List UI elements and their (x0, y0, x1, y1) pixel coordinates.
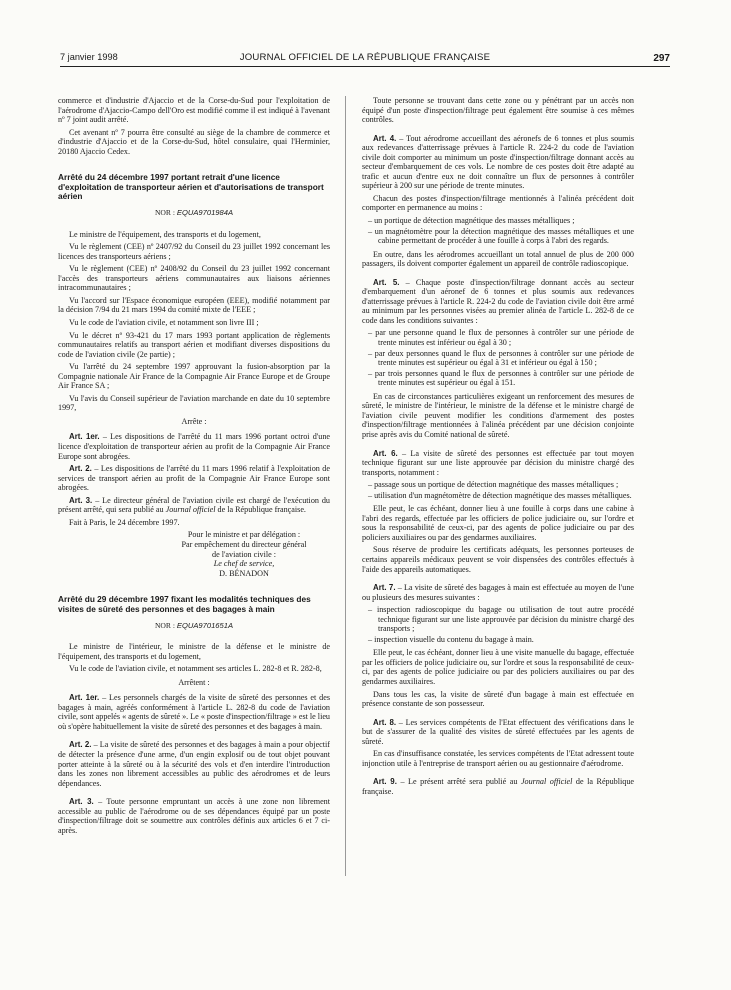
journal-title: JOURNAL OFFICIEL DE LA RÉPUBLIQUE FRANÇAISE (239, 52, 491, 63)
paragraph: Chacun des postes d'inspection/filtrage mentionnés à l'alinéa précédent doit comporter en permanence au moins : (362, 193, 634, 213)
nor-label: NOR : (154, 620, 175, 630)
article: Art. 5. – Chaque poste d'inspection/filtrage donnant accès au secteur d'embarquement d'un aéronef de 6 tonnes et plus soumis aux redevances d'atterrissage prévues à l'article R. 224-2 du code de l'aviation civile doit être armé au minimum par les personnes visées au premier alinéa de l'article L. 282-8 de ce code dans les conditions suivantes : (362, 277, 634, 325)
article: Art. 4. – Tout aérodrome accueillant des aéronefs de 6 tonnes et plus soumis aux redevances d'atterrissage prévues à l'article R. 224-2 du code de l'aviation civile doit comporter au minimum un poste d'inspection/filtrage donnant accès au secteur d'embarquement de ces vols. Le nombre de ces postes doit être adapté au trafic et aucun d'entre eux ne doit connaître un flux de personnes à contrôler supérieur à 200 sur une période de trente minutes. (362, 133, 634, 191)
article: Art. 3. – Le directeur général de l'aviation civile est chargé de l'exécution du présent arrêté, qui sera publié au Journal officiel de la République française. (58, 495, 330, 515)
arrete-heading: Arrête : (181, 416, 207, 426)
article: Art. 8. – Les services compétents de l'Etat effectuent des vérifications dans le but de s'assurer de la qualité des visites de sûreté effectuées par les agents de sûreté. (362, 717, 634, 746)
visa: Le ministre de l'intérieur, le ministre de la défense et le ministre de l'équipement, des transports et du logement, (58, 642, 330, 661)
article-label: Art. 8. (373, 717, 397, 727)
visa: Vu le règlement (CEE) nº 2408/92 du Conseil du 23 juillet 1992 concernant l'accès des transporteurs aériens communautaires aux liaisons aériennes intracommunautaires ; (58, 264, 330, 293)
requirement-list (362, 216, 634, 246)
decree-1-nor (58, 208, 330, 218)
list-item: – par deux personnes quand le flux de personnes à contrôler sur une période de trente minutes est supérieur ou égal à 31 et inférieur ou égal à 150 ; (368, 348, 634, 368)
arretent-heading: Arrêtent : (178, 677, 210, 687)
article: Art. 1er. – Les dispositions de l'arrêté du 11 mars 1996 portant octroi d'une licence d'exploitation de transporteur aérien au profit de la Compagnie Air France Europe sont abrogées. (58, 432, 331, 461)
visa: Vu l'arrêté du 24 septembre 1997 approuvant la fusion-absorption par la Compagnie nationale Air France de la Compagnie Air France Europe et de Groupe Air France SA ; (58, 362, 330, 391)
decree-2-nor (58, 621, 330, 631)
intro-paragraph: commerce et d'industrie d'Ajaccio et de la Corse-du-Sud pour l'exploitation de l'aérodrome d'Ajaccio-Campo dell'Oro est modifié comme il est indiqué à l'avenant nº 7 joint audit arrêté. (58, 96, 330, 125)
decree-2-title: Arrêté du 29 décembre 1997 fixant les modalités techniques des visites de sûreté des personnes et des bagages à main (58, 594, 311, 614)
paragraph: Sous réserve de produire les certificats adéquats, les personnes porteuses de certains appareils médicaux peuvent se voir dispensées des contrôles effectués à l'aide des appareils automatiques. (362, 545, 634, 574)
paragraph: En cas d'insuffisance constatée, les services compétents de l'Etat adressent toute injonction utile à l'entreprise de transport aérien ou au gestionnaire d'aérodrome. (362, 749, 634, 768)
visa: Vu le décret nº 93-421 du 17 mars 1993 portant application de règlements communautaires relatifs au transport aérien et modifiant diverses dispositions du code de l'aviation civile (2e partie) ; (58, 330, 330, 359)
method-list (362, 480, 634, 500)
article: Art. 6. – La visite de sûreté des personnes est effectuée par tout moyen technique figurant sur une liste approuvée par décision du ministre chargé des transports, notamment : (362, 448, 634, 477)
decree-1-title: Arrêté du 24 décembre 1997 portant retrait d'une licence d'exploitation de transporteur aérien et d'autorisations de transport aérien (58, 172, 324, 202)
visa: Vu l'accord sur l'Espace économique européen (EEE), modifié notamment par la décision 7/94 du 21 mars 1994 du comité mixte de l'EEE ; (58, 295, 330, 315)
signatory-name: D. BÉNADON (219, 568, 269, 578)
visa: Vu le règlement (CEE) nº 2407/92 du Conseil du 23 juillet 1992 concernant les licences des transporteurs aériens ; (58, 242, 330, 261)
header-date: 7 janvier 1998 (60, 52, 118, 62)
paragraph: Dans tous les cas, la visite de sûreté d'un bagage à main est effectuée en présence constante de son possesseur. (362, 689, 634, 709)
page-number: 297 (653, 53, 670, 64)
list-item: – inspection visuelle du contenu du bagage à main. (368, 634, 534, 644)
list-item: – par une personne quand le flux de personnes à contrôler sur une période de trente minutes est inférieur ou égal à 30 ; (368, 328, 634, 348)
left-column (58, 96, 330, 838)
paragraph: En outre, dans les aérodromes accueillant un total annuel de plus de 200 000 passagers, ils doivent comporter également un appareil de contrôle radioscopique. (362, 249, 634, 269)
article-label: Art. 6. (373, 448, 398, 458)
column-divider (345, 96, 346, 876)
article-label: Art. 5. (373, 277, 400, 287)
measure-list (362, 605, 634, 644)
paragraph: Elle peut, le cas échéant, donner lieu à une visite manuelle du bagage, effectuée par les officiers de police judiciaire ou, sur l'ordre et sous la responsabilité de ceux-ci, par des agents de police judiciaire ou par des policiers auxiliaires ou par des gendarmes auxiliaires. (362, 648, 634, 686)
visa: Vu le code de l'aviation civile, et notamment ses articles L. 282-8 et R. 282-8, (69, 664, 322, 674)
paragraph: Toute personne se trouvant dans cette zone ou y pénétrant par un accès non équipé d'un poste d'inspection/filtrage peut également être soumise à ces mêmes contrôles. (362, 96, 634, 125)
article: Art. 2. – La visite de sûreté des personnes et des bagages à main a pour objectif de détecter la présence d'une arme, d'un engin explosif ou de tout objet pouvant porter atteinte à la sûreté ou à la sécurité des vols et d'en interdire l'introduction dans les zones non librement accessibles au public des aérodromes et de leurs dépendances. (58, 740, 330, 788)
staffing-list (362, 328, 634, 387)
list-item: – un portique de détection magnétique des masses métalliques ; (368, 216, 575, 226)
article: Art. 2. – Les dispositions de l'arrêté du 11 mars 1996 relatif à l'exploitation de services de transport aérien au profit de la Compagnie Air France Europe sont abrogées. (58, 464, 330, 493)
article-label: Art. 1er. (69, 693, 100, 703)
page-header (60, 50, 670, 67)
article-label: Art. 7. (373, 583, 396, 593)
visa: Le ministre de l'équipement, des transports et du logement, (69, 229, 261, 239)
article-label: Art. 2. (69, 464, 92, 474)
article-label: Art. 4. (373, 133, 397, 143)
list-item: – un magnétomètre pour la détection magnétique des masses métalliques et une cabine permettant de procéder à une fouille à corps à l'abri des regards. (368, 226, 634, 246)
nor-label: NOR : (154, 208, 175, 218)
nor-code: EQUA9701984A (176, 208, 234, 218)
intro-paragraph-2: Cet avenant nº 7 pourra être consulté au siège de la chambre de commerce et d'industrie d'Ajaccio et de la Corse-du-Sud, hôtel consulaire, quai l'Herminier, 20180 Ajaccio Cedex. (58, 127, 330, 156)
article-label: Art. 3. (69, 495, 93, 505)
list-item: – utilisation d'un magnétomètre de détection magnétique des masses métalliques. (368, 490, 632, 500)
place-date: Fait à Paris, le 24 décembre 1997. (69, 517, 180, 527)
article-label: Art. 1er. (69, 432, 100, 442)
right-column (362, 96, 634, 799)
article: Art. 9. – Le présent arrêté sera publié au Journal officiel de la République française. (362, 777, 634, 796)
article: Art. 7. – La visite de sûreté des bagages à main est effectuée au moyen de l'une ou plusieurs des mesures suivantes : (362, 583, 634, 602)
article-label: Art. 9. (373, 777, 397, 787)
article-label: Art. 2. (69, 740, 92, 750)
signature-block: Pour le ministre et par délégation : Par empêchement du directeur général de l'aviation civile : Le chef de service, D. BÉNADON (158, 530, 330, 578)
visa: Vu le code de l'aviation civile, et notamment son livre III ; (69, 317, 259, 327)
article: Art. 3. – Toute personne empruntant un accès à une zone non librement accessible au public de l'aérodrome ou de ses dépendances équipé par un poste d'inspection/filtrage doit se soumettre aux contrôles définis aux articles 6 et 7 ci-après. (58, 797, 330, 835)
nor-code: EQUA9701651A (176, 620, 234, 630)
paragraph: En cas de circonstances particulières exigeant un renforcement des mesures de sûreté, le ministre de l'intérieur, le ministre de la défense et le ministre chargé de l'aviation civile peuvent modifier les conditions d'armement des postes d'inspection/filtrage mentionnées à l'alinéa précédent par une décision conjointe prise après avis du Comité national de sûreté. (362, 391, 634, 439)
paragraph: Elle peut, le cas échéant, donner lieu à une fouille à corps dans une cabine à l'abri des regards, effectuée par les officiers de police judiciaire ou, sur l'ordre et sous la responsabilité de ceux-ci, par des agents de police judiciaire ou par des policiers auxiliaires ou par des gendarmes auxiliaires. (362, 504, 634, 542)
article-label: Art. 3. (69, 797, 94, 807)
article: Art. 1er. – Les personnels chargés de la visite de sûreté des personnes et des bagages à main, agréés conformément à l'article L. 282-8 du code de l'aviation civile, sont appelés « agents de sûreté ». Le « poste d'inspection/filtrage » est le lieu où s'opère habituellement la visite de sûreté des personnes et des bagages à main. (58, 693, 330, 731)
list-item: – passage sous un portique de détection magnétique des masses métalliques ; (368, 480, 619, 490)
visa: Vu l'avis du Conseil supérieur de l'aviation marchande en date du 10 septembre 1997, (58, 393, 330, 413)
list-item: – par trois personnes quand le flux de personnes à contrôler sur une période de trente minutes est supérieur ou égal à 151. (368, 368, 634, 388)
list-item: – inspection radioscopique du bagage ou utilisation de tout autre procédé technique figurant sur une liste approuvée par décision du ministre chargé des transports ; (368, 605, 634, 634)
